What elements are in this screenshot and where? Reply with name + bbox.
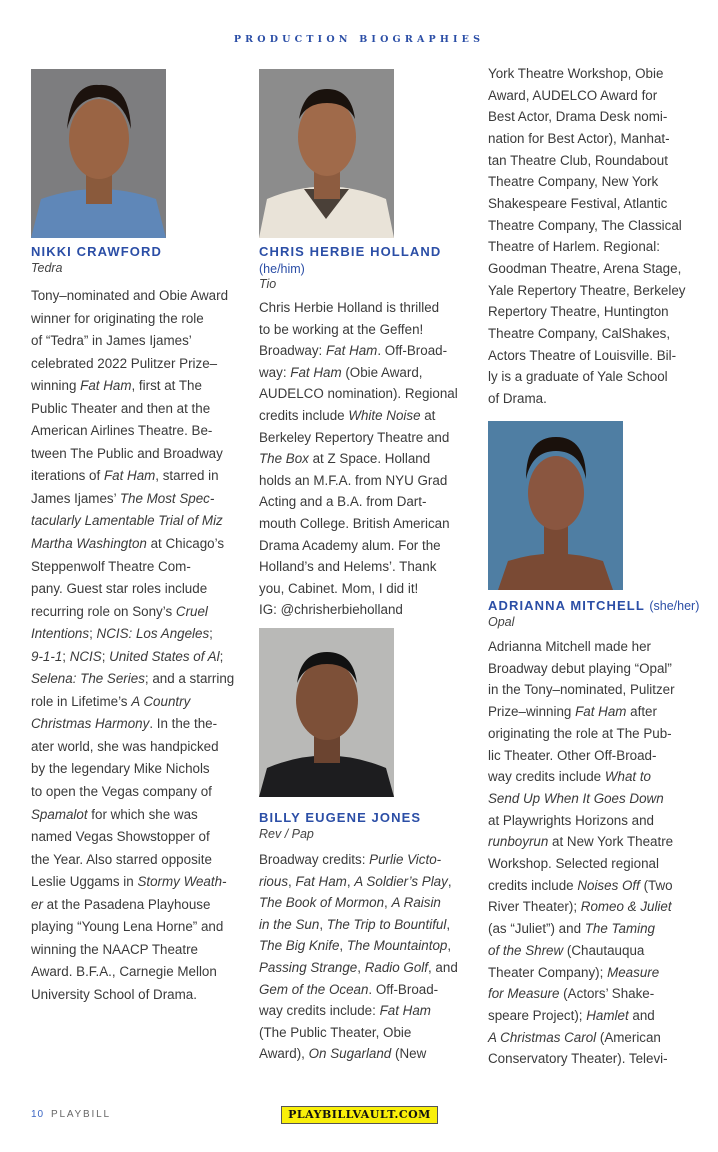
playbill-vault-badge[interactable]: PLAYBILLVAULT.COM xyxy=(281,1106,438,1124)
text-line: Workshop. Selected regional xyxy=(488,856,659,872)
headshot-billy-eugene-jones xyxy=(259,628,394,797)
text-run: , xyxy=(346,873,355,889)
text-run: after xyxy=(626,704,657,720)
italic-title: A Soldier’s Play xyxy=(354,873,448,889)
text-line: Theatre of Harlem. Regional: xyxy=(488,239,660,255)
text-line xyxy=(259,914,458,936)
text-line: Conservatory Theater). Televi- xyxy=(488,1051,668,1067)
bio-role: Tedra xyxy=(31,261,63,275)
text-run: , xyxy=(288,873,296,889)
text-line xyxy=(488,701,675,723)
italic-title: The Big Knife xyxy=(259,938,340,954)
italic-title: Fat Ham xyxy=(295,873,347,889)
text-line: Shakespeare Festival, Atlantic xyxy=(488,196,668,212)
text-run: ; xyxy=(209,626,213,642)
italic-title: The Trip to Bountiful xyxy=(326,916,447,932)
bio-name: BILLY EUGENE JONES xyxy=(259,810,422,825)
italic-title: Send Up When It Goes Down xyxy=(488,790,664,806)
text-line xyxy=(488,831,675,853)
text-run: ; xyxy=(62,648,70,664)
text-run: recurring role on Sony’s xyxy=(31,603,176,619)
text-line: named Vegas Showstopper of xyxy=(31,829,210,845)
italic-title: What to xyxy=(604,769,652,785)
text-line: Actors Theatre of Louisville. Bil- xyxy=(488,347,677,363)
text-line xyxy=(31,623,234,646)
text-line xyxy=(488,1027,675,1049)
italic-title: Measure xyxy=(607,964,660,980)
text-line xyxy=(488,896,675,918)
text-line: winning the NAACP Theatre xyxy=(31,941,198,957)
italic-title: The Box xyxy=(259,451,309,467)
text-run: , first at The xyxy=(131,378,202,394)
text-run: (as “Juliet”) and xyxy=(488,921,585,937)
text-line xyxy=(488,1005,675,1027)
text-run: Broadway: xyxy=(259,343,326,359)
italic-title: Intentions xyxy=(31,626,90,642)
text-line xyxy=(31,646,234,669)
text-line: tween The Public and Broadway xyxy=(31,445,223,461)
italic-title: Romeo & Juliet xyxy=(580,899,672,915)
text-line xyxy=(259,1000,458,1022)
text-run: , xyxy=(447,873,452,889)
text-run: ; and a starring xyxy=(144,671,235,687)
text-run: (New xyxy=(391,1046,427,1062)
text-run: at the Pasadena Playhouse xyxy=(42,896,211,912)
text-line: nation for Best Actor), Manhat- xyxy=(488,131,670,147)
text-line xyxy=(31,533,234,556)
text-line: (The Public Theater, Obie xyxy=(259,1024,412,1040)
text-line: winner for originating the role xyxy=(31,310,204,326)
text-line: Public Theater and then at the xyxy=(31,400,211,416)
text-run: (Chautauqua xyxy=(563,942,645,958)
text-line: Yale Repertory Theatre, Berkeley xyxy=(488,282,686,298)
text-run: ; xyxy=(89,626,97,642)
text-line: Holland’s and Helems’. Thank xyxy=(259,559,437,575)
text-run: (Obie Award, xyxy=(341,364,423,380)
text-line: American Airlines Theatre. Be- xyxy=(31,423,213,439)
text-line: Steppenwolf Theatre Com- xyxy=(31,558,191,574)
text-line xyxy=(259,1043,458,1065)
italic-title: Noises Off xyxy=(577,877,640,893)
text-line xyxy=(488,983,675,1005)
text-line xyxy=(488,940,675,962)
italic-title: Spamalot xyxy=(31,806,88,822)
text-line: Award. B.F.A., Carnegie Mellon xyxy=(31,964,217,980)
text-line xyxy=(488,875,675,897)
bio-name: NIKKI CRAWFORD xyxy=(31,244,162,259)
text-line: Theatre Company, The Classical xyxy=(488,217,682,233)
text-run: way: xyxy=(259,364,291,380)
italic-title: er xyxy=(31,896,43,912)
text-run: winning xyxy=(31,378,81,394)
bio-name: CHRIS HERBIE HOLLAND xyxy=(259,244,442,259)
text-run: way credits include xyxy=(488,769,605,785)
italic-title: On Sugarland xyxy=(308,1046,392,1062)
bio-role: Opal xyxy=(488,615,515,629)
text-line: Theatre Company, CalShakes, xyxy=(488,326,671,342)
text-run: Broadway credits: xyxy=(259,852,370,867)
italic-title: for Measure xyxy=(488,986,560,1002)
bio-text xyxy=(259,297,458,621)
text-line xyxy=(31,894,234,917)
text-line: University School of Drama. xyxy=(31,986,197,1002)
text-line xyxy=(259,405,458,427)
text-run: . Off-Broad- xyxy=(377,343,448,359)
text-line: Acting and a B.A. from Dart- xyxy=(259,494,427,510)
text-line xyxy=(488,788,675,810)
italic-title: rious xyxy=(259,873,289,889)
text-line xyxy=(259,935,458,957)
page-number: 10 xyxy=(31,1109,45,1120)
italic-title: The Mountaintop xyxy=(346,938,448,954)
text-line xyxy=(31,713,234,736)
text-run: River Theater); xyxy=(488,899,581,915)
text-line: Adrianna Mitchell made her xyxy=(488,639,652,654)
text-run: Award), xyxy=(259,1046,309,1062)
text-line xyxy=(259,340,458,362)
text-line: celebrated 2022 Pulitzer Prize– xyxy=(31,355,218,371)
italic-title: The Book of Mormon xyxy=(259,895,385,911)
italic-title: Fat Ham xyxy=(575,704,627,720)
italic-title: A Christmas Carol xyxy=(488,1029,597,1045)
text-line: Chris Herbie Holland is thrilled xyxy=(259,300,440,315)
text-run: , xyxy=(446,916,451,932)
italic-title: tacularly Lamentable Trial of Miz xyxy=(31,513,223,529)
italic-title: Fat Ham xyxy=(80,378,132,394)
text-line xyxy=(31,465,234,488)
text-line: by the legendary Mike Nichols xyxy=(31,761,210,777)
italic-title: Martha Washington xyxy=(31,536,147,552)
bio-role: Rev / Pap xyxy=(259,827,314,841)
text-line: to be working at the Geffen! xyxy=(259,321,424,337)
text-line xyxy=(31,375,234,398)
text-line xyxy=(259,979,458,1001)
bio-text xyxy=(488,636,675,1070)
text-line: ly is a graduate of Yale School xyxy=(488,369,668,385)
text-line: Goodman Theatre, Arena Stage, xyxy=(488,261,682,277)
text-line: pany. Guest star roles include xyxy=(31,581,208,597)
text-run: iterations of xyxy=(31,468,104,484)
italic-title: Radio Golf xyxy=(364,959,428,975)
text-run: credits include xyxy=(488,877,578,893)
text-line: Award, AUDELCO Award for xyxy=(488,87,658,103)
text-line: Drama Academy alum. For the xyxy=(259,537,441,553)
bio-text xyxy=(31,285,234,1007)
text-run: way credits include: xyxy=(259,1003,380,1019)
italic-title: White Noise xyxy=(348,407,421,423)
text-line xyxy=(259,362,458,384)
text-run: at Chicago’s xyxy=(146,536,225,552)
italic-title: The Taming xyxy=(584,921,655,937)
publication-name: PLAYBILL xyxy=(51,1109,111,1120)
text-run: Theater Company); xyxy=(488,964,608,980)
italic-title: Fat Ham xyxy=(326,343,378,359)
text-line: Broadway debut playing “Opal” xyxy=(488,660,672,676)
bio-pronouns: (he/him) xyxy=(259,262,305,276)
italic-title: 9-1-1 xyxy=(31,648,63,664)
text-line: of “Tedra” in James Ijames’ xyxy=(31,333,192,349)
text-line: IG: @chrisherbieholland xyxy=(259,602,403,618)
italic-title: Passing Strange xyxy=(259,959,358,975)
italic-title: NCIS xyxy=(69,648,102,664)
text-line: ater world, she was handpicked xyxy=(31,738,219,754)
bio-name xyxy=(488,598,699,613)
italic-title: Fat Ham xyxy=(290,364,342,380)
text-line: at Playwrights Horizons and xyxy=(488,812,654,828)
italic-title: Fat Ham xyxy=(379,1003,431,1019)
text-run: . In the the- xyxy=(149,716,218,732)
section-header: PRODUCTION BIOGRAPHIES xyxy=(233,34,485,45)
text-line xyxy=(488,918,675,940)
text-run: (Two xyxy=(639,877,673,893)
text-run: , starred in xyxy=(155,468,219,484)
text-line xyxy=(31,871,234,894)
text-line: to open the Vegas company of xyxy=(31,784,212,800)
text-run: Prize–winning xyxy=(488,704,576,720)
text-run: , and xyxy=(427,959,458,975)
text-line: originating the role at The Pub- xyxy=(488,725,672,741)
italic-title: in the Sun xyxy=(259,916,320,932)
text-run: at xyxy=(420,407,436,423)
italic-title: Gem of the Ocean xyxy=(259,981,369,997)
text-line xyxy=(259,957,458,979)
text-run: for which she was xyxy=(87,806,198,822)
text-line: mouth College. British American xyxy=(259,515,450,531)
headshot-nikki-crawford xyxy=(31,69,166,238)
text-line: Best Actor, Drama Desk nomi- xyxy=(488,109,668,125)
text-run: at New York Theatre xyxy=(548,834,674,850)
text-run: , xyxy=(357,959,365,975)
text-line xyxy=(31,668,234,691)
text-line: Tony–nominated and Obie Award xyxy=(31,288,229,303)
text-run: at Z Space. Holland xyxy=(308,451,431,467)
text-line: lic Theater. Other Off-Broad- xyxy=(488,747,657,763)
text-line: holds an M.F.A. from NYU Grad xyxy=(259,472,448,488)
text-line: you, Cabinet. Mom, I did it! xyxy=(259,580,419,596)
text-line: Repertory Theatre, Huntington xyxy=(488,304,669,320)
bio-role: Tio xyxy=(259,277,277,291)
italic-title: Christmas Harmony xyxy=(31,716,150,732)
text-line: Theatre Company, New York xyxy=(488,174,659,190)
italic-title: A Country xyxy=(131,693,191,709)
bio-name-text: ADRIANNA MITCHELL xyxy=(488,598,645,613)
italic-title: Hamlet xyxy=(586,1007,629,1023)
headshot-adrianna-mitchell xyxy=(488,421,623,590)
text-run: credits include xyxy=(259,407,349,423)
text-run: ; xyxy=(219,648,224,664)
text-run: , xyxy=(384,895,392,911)
italic-title: A Raisin xyxy=(391,895,441,911)
text-line xyxy=(31,510,234,533)
text-line xyxy=(259,871,458,893)
text-line: in the Tony–nominated, Pulitzer xyxy=(488,682,675,698)
text-line xyxy=(488,962,675,984)
text-line: playing “Young Lena Horne” and xyxy=(31,919,224,935)
text-line xyxy=(488,766,675,788)
italic-title: Fat Ham xyxy=(103,468,156,484)
bio-text xyxy=(259,849,458,1065)
text-line: Berkeley Repertory Theatre and xyxy=(259,429,450,445)
text-run: and xyxy=(628,1007,655,1023)
italic-title: NCIS: Los Angeles xyxy=(96,626,210,642)
text-run: ; xyxy=(101,648,110,664)
text-run: speare Project); xyxy=(488,1007,587,1023)
text-line xyxy=(31,804,234,827)
text-line xyxy=(259,849,458,871)
text-line: of Drama. xyxy=(488,391,547,407)
bio-pronouns: (she/her) xyxy=(649,599,700,613)
text-run: , xyxy=(319,916,327,932)
text-line: AUDELCO nomination). Regional xyxy=(259,386,458,402)
headshot-chris-herbie-holland xyxy=(259,69,394,238)
text-run: role in Lifetime’s xyxy=(31,693,132,709)
text-run: (Actors’ Shake- xyxy=(559,986,655,1002)
italic-title: Selena: The Series xyxy=(31,671,145,687)
text-run: , xyxy=(447,938,452,954)
text-run: . Off-Broad- xyxy=(368,981,439,997)
text-line xyxy=(259,892,458,914)
text-run: (American xyxy=(596,1029,661,1045)
bio-text-continued xyxy=(488,63,686,410)
text-line xyxy=(31,691,234,714)
italic-title: of the Shrew xyxy=(488,942,564,958)
text-line: the Year. Also starred opposite xyxy=(31,851,212,867)
text-line xyxy=(31,601,234,624)
text-line: York Theatre Workshop, Obie xyxy=(488,66,664,81)
text-run: James Ijames’ xyxy=(31,490,120,506)
italic-title: runboyrun xyxy=(488,834,549,850)
text-run: , xyxy=(339,938,347,954)
text-run: Leslie Uggams in xyxy=(31,874,138,890)
italic-title: Purlie Victo- xyxy=(369,852,442,867)
italic-title: United States of Al xyxy=(109,648,220,664)
text-line xyxy=(259,448,458,470)
italic-title: The Most Spec- xyxy=(119,490,215,506)
text-line xyxy=(31,488,234,511)
text-line: tan Theatre Club, Roundabout xyxy=(488,152,668,168)
italic-title: Stormy Weath- xyxy=(137,874,227,890)
italic-title: Cruel xyxy=(175,603,208,619)
